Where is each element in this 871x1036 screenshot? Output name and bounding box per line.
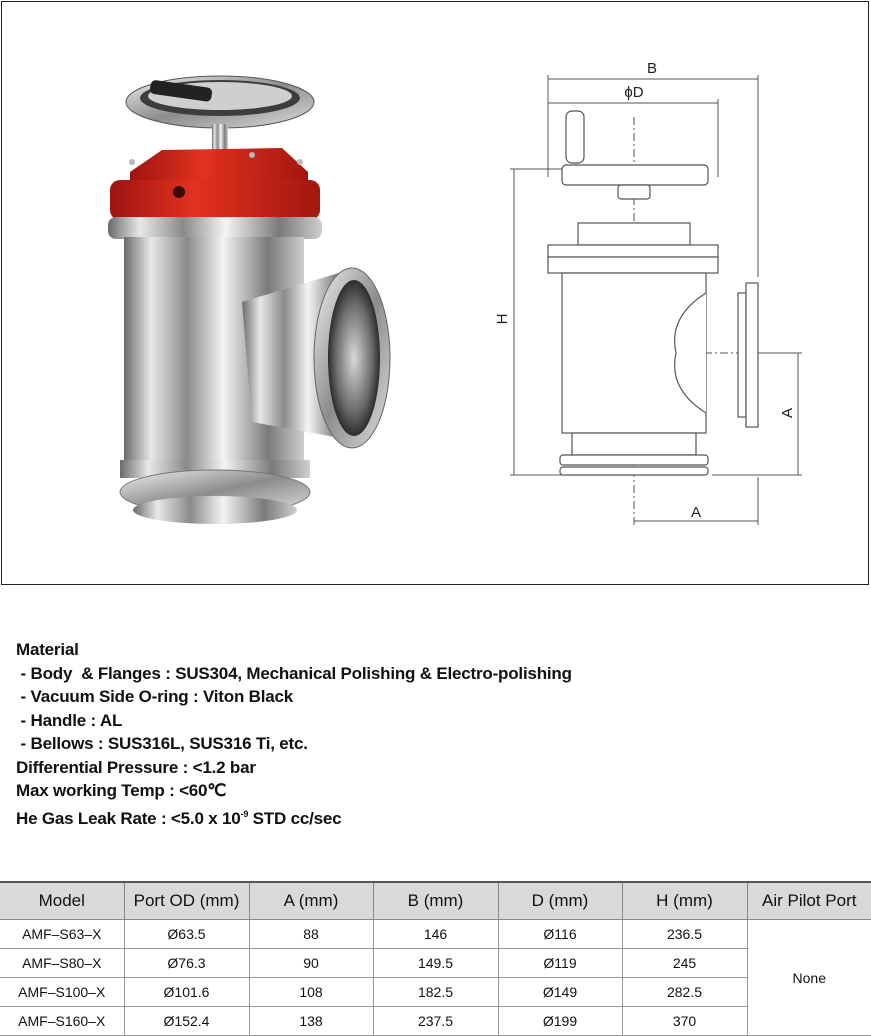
leak-rate-prefix: He Gas Leak Rate : <5.0 x 10 — [16, 808, 241, 828]
spec-bellows: - Bellows : SUS316L, SUS316 Ti, etc. — [16, 734, 308, 753]
cell-b: 182.5 — [373, 978, 498, 1007]
header-a: A (mm) — [249, 882, 373, 920]
dim-label-d: ϕD — [624, 84, 644, 101]
spec-max-temp: Max working Temp : <60℃ — [16, 781, 227, 800]
cell-d: Ø116 — [498, 920, 622, 949]
cell-a: 88 — [249, 920, 373, 949]
valve-product-photo — [102, 62, 412, 532]
cell-h: 245 — [622, 949, 747, 978]
cell-b: 237.5 — [373, 1007, 498, 1036]
header-port-od: Port OD (mm) — [124, 882, 249, 920]
header-d: D (mm) — [498, 882, 622, 920]
cell-port-od: Ø76.3 — [124, 949, 249, 978]
cell-d: Ø149 — [498, 978, 622, 1007]
spec-handle: - Handle : AL — [16, 710, 123, 730]
header-air-pilot-port: Air Pilot Port — [747, 882, 871, 920]
header-h: H (mm) — [622, 882, 747, 920]
dim-label-h: H — [494, 313, 511, 325]
spec-body-flanges: - Body & Flanges : SUS304, Mechanical Polishing & Electro-polishing — [16, 663, 572, 683]
cell-d: Ø119 — [498, 949, 622, 978]
table-row — [0, 978, 871, 1007]
specifications-block — [16, 638, 572, 830]
cell-model: AMF–S80–X — [0, 949, 124, 978]
cell-a: 138 — [249, 1007, 373, 1036]
table-header-row — [0, 882, 871, 920]
leak-rate-suffix: STD cc/sec — [248, 808, 342, 828]
product-figure-frame — [1, 1, 869, 585]
cell-model: AMF–S160–X — [0, 1007, 124, 1036]
cell-b: 146 — [373, 920, 498, 949]
table-row — [0, 1007, 871, 1036]
cell-model: AMF–S63–X — [0, 920, 124, 949]
cell-air-pilot-port: None — [747, 920, 871, 1036]
spec-o-ring: - Vacuum Side O-ring : Viton Black — [16, 687, 294, 706]
cell-h: 236.5 — [622, 920, 747, 949]
header-model: Model — [0, 882, 124, 920]
spec-differential-pressure: Differential Pressure : <1.2 bar — [16, 757, 256, 777]
header-b: B (mm) — [373, 882, 498, 920]
cell-d: Ø199 — [498, 1007, 622, 1036]
material-heading: Material — [16, 640, 79, 659]
cell-h: 282.5 — [622, 978, 747, 1007]
cell-a: 108 — [249, 978, 373, 1007]
dim-label-b: B — [646, 60, 658, 77]
model-spec-table — [0, 881, 871, 1036]
leak-rate-exponent: -9 — [240, 808, 249, 819]
spec-leak-rate — [16, 803, 572, 831]
table-row — [0, 949, 871, 978]
table-row — [0, 920, 871, 949]
dim-label-a-horizontal: A — [690, 504, 702, 521]
cell-port-od: Ø101.6 — [124, 978, 249, 1007]
dim-label-a-vertical: A — [779, 407, 796, 419]
cell-a: 90 — [249, 949, 373, 978]
dimension-drawing — [482, 57, 822, 537]
cell-model: AMF–S100–X — [0, 978, 124, 1007]
cell-h: 370 — [622, 1007, 747, 1036]
cell-port-od: Ø63.5 — [124, 920, 249, 949]
cell-port-od: Ø152.4 — [124, 1007, 249, 1036]
cell-b: 149.5 — [373, 949, 498, 978]
